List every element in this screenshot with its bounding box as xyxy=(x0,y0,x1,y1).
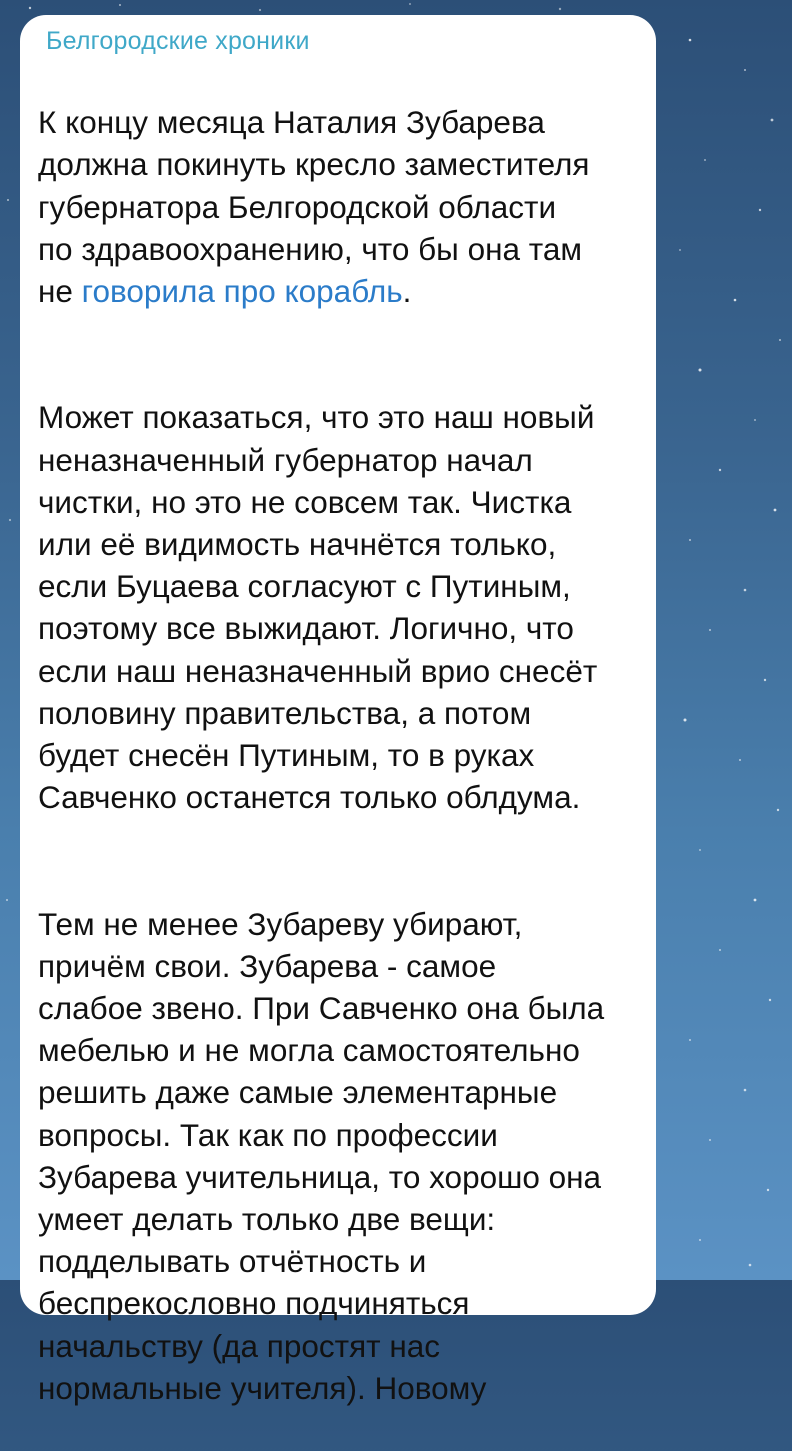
paragraph-3: Тем не менее Зубареву убирают, причём свои. Зубарева - самое слабое звено. При Савченко она была мебелью и не могла самостоятельно решить даже самые элементарные вопросы. Так как по профессии Зубарева учительница, то хорошо она умеет делать только две вещи: подделывать отчётность и беспрекословно подчиняться начальству (да простят нас нормальные учителя). Новому xyxy=(38,905,605,1406)
inline-link[interactable]: говорила про корабль xyxy=(81,273,403,310)
message-bubble xyxy=(20,15,656,1406)
paragraph-1-text: К концу месяца Наталия Зубарева должна покинуть кресло заместителя губернатора Белгородской области по здравоохранению, что бы она там не xyxy=(38,104,590,310)
paragraph-1 xyxy=(38,101,636,312)
paragraph-2: Может показаться, что это наш новый неназначенный губернатор начал чистки, но это не совсем так. Чистка или её видимость начнётся только, если Буцаева согласуют с Путиным, поэтому все выжидают. Логично, что если наш неназначенный врио снесёт половину правительства, а потом будет снесён Путиным, то в руках Савченко останется только облдума. xyxy=(38,399,598,816)
channel-name[interactable]: Белгородские хроники xyxy=(46,27,310,55)
paragraph-1-end: . xyxy=(402,273,412,310)
message-text xyxy=(38,59,636,1451)
